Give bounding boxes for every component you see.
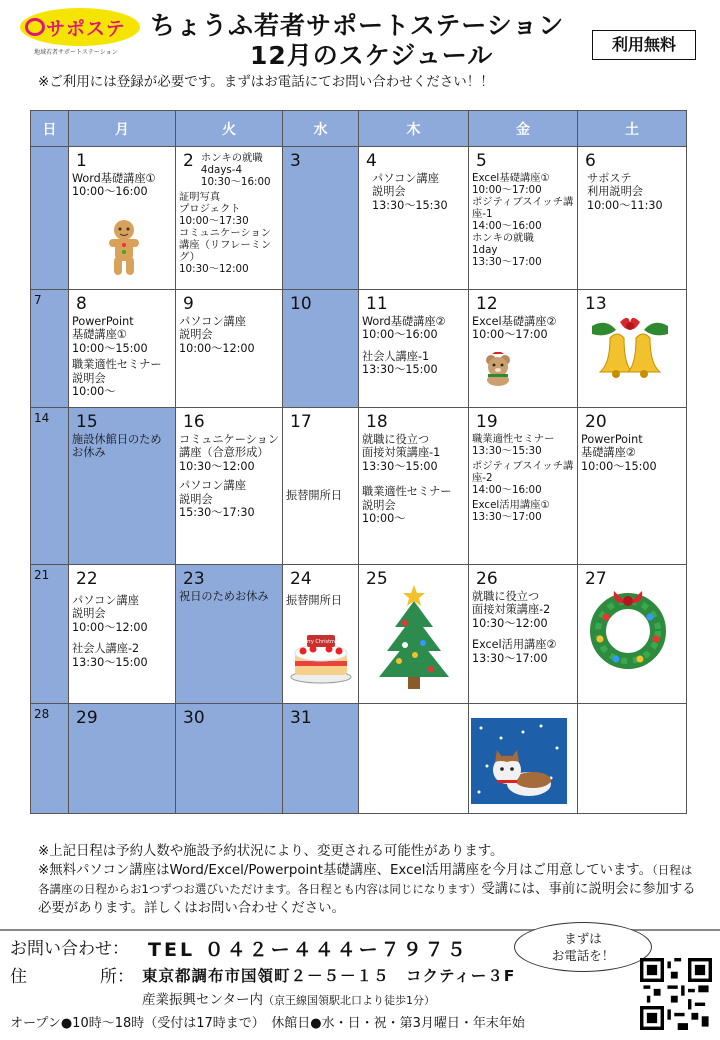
event-text: PowerPoint 基礎講座① 10:00～15:00	[72, 315, 148, 355]
free-badge: 利用無料	[592, 30, 696, 60]
logo-text: サポステ	[46, 18, 126, 40]
day-cell-sun	[31, 704, 69, 814]
cake-plaque-text: Merry Christmas!	[299, 639, 343, 645]
day-cell-closed	[283, 147, 359, 290]
day-number: 12	[476, 294, 498, 314]
day-cell-closed	[283, 290, 359, 408]
day-number: 13	[585, 294, 607, 314]
day-number: 24	[290, 569, 312, 589]
day-number: 6	[585, 151, 596, 171]
event-text: 社会人講座-2 13:30～15:00	[72, 642, 148, 669]
day-cell	[283, 565, 359, 704]
address-building	[142, 988, 435, 1008]
address-building-name: 産業振興センター内	[142, 992, 263, 1008]
event-text: ポジティブスイッチ講座-1 14:00～16:00	[472, 196, 574, 232]
day-cell	[359, 147, 469, 290]
event-text: 社会人講座-1 13:30～15:00	[362, 349, 438, 377]
day-number: 21	[34, 568, 50, 582]
event-text: 振替開所日	[286, 489, 342, 502]
day-cell	[578, 147, 687, 290]
day-number: 15	[76, 412, 98, 432]
day-cell	[469, 565, 578, 704]
event-text: 職業適性セミナー 説明会 10:00～	[72, 358, 162, 399]
note-text: 受講には、事前に説明会に参加する必要があります。詳しくはお問い合わせください。	[38, 882, 696, 916]
day-number: 3	[290, 151, 301, 171]
event-text: Excel基礎講座① 10:00～17:00	[472, 172, 550, 196]
event-text: コミュニケーション講座（リフレーミング） 10:30～12:00	[179, 227, 272, 275]
day-number: 30	[183, 708, 205, 728]
day-cell	[176, 290, 283, 408]
weekday-wed: 水	[283, 111, 359, 147]
day-cell-closed	[176, 565, 283, 704]
weekday-sat: 土	[578, 111, 687, 147]
event-text: 職業適性セミナー 13:30～15:30	[472, 433, 555, 457]
logo-subtext: 地域若者サポートステーション	[34, 49, 118, 56]
event-text: ホンキの就職 4days-4 10:30～16:00	[200, 152, 271, 188]
day-number: 20	[585, 412, 607, 432]
address: 東京都調布市国領町２－５－１５ コクティー３F	[142, 967, 516, 985]
day-cell-closed	[176, 704, 283, 814]
day-cell-sun	[31, 408, 69, 565]
event-text: PowerPoint 基礎講座② 10:00～15:00	[581, 433, 657, 473]
day-number: 7	[34, 293, 42, 307]
contact-label: お問い合わせ：	[10, 939, 129, 959]
day-cell-sun	[31, 147, 69, 290]
day-number: 31	[290, 708, 312, 728]
note-text: ※無料パソコン講座はWord/Excel/Powerpoint基礎講座、Excel活用講座を今月はご用意していま	[38, 863, 627, 878]
call-bubble	[514, 922, 652, 972]
day-number: 19	[476, 412, 498, 432]
registration-notice: ※ご利用には登録が必要です。まずはお電話にてお問い合わせください！！	[38, 74, 494, 90]
day-number: 27	[585, 569, 607, 589]
calendar-table	[30, 110, 687, 814]
day-cell-closed	[69, 408, 176, 565]
weekday-tue: 火	[176, 111, 283, 147]
event-text: Word基礎講座① 10:00～16:00	[72, 172, 156, 199]
day-cell-empty	[469, 704, 578, 814]
day-cell	[283, 408, 359, 565]
day-cell	[359, 290, 469, 408]
day-cell	[578, 290, 687, 408]
event-text: Word基礎講座② 10:00～16:00	[362, 315, 446, 342]
event-text: Excel活用講座② 13:30～17:00	[472, 638, 557, 665]
day-number: 1	[76, 151, 87, 171]
day-number: 10	[290, 294, 312, 314]
day-number: 9	[183, 294, 194, 314]
day-number: 5	[476, 151, 487, 171]
address-label-b: 所：	[100, 967, 134, 987]
event-text: 振替開所日	[286, 594, 342, 607]
bells-icon	[586, 312, 674, 384]
day-number: 14	[34, 411, 50, 425]
day-number: 28	[34, 707, 50, 721]
day-cell-sun	[31, 565, 69, 704]
notes-block	[38, 842, 698, 918]
gingerbread-icon	[103, 219, 145, 277]
event-text: 就職に役立つ 面接対策講座-2 10:30～12:00	[472, 590, 551, 630]
weekday-thu: 木	[359, 111, 469, 147]
day-cell	[69, 147, 176, 290]
day-number: 29	[76, 708, 98, 728]
event-text: パソコン講座 説明会 10:00～12:00	[72, 594, 148, 634]
day-number: 2	[183, 151, 194, 171]
event-text: ホンキの就職 1day 13:30～17:00	[472, 232, 542, 268]
opening-hours: オープン●10時～18時（受付は17時まで） 休館日●水・日・祝・第3月曜日・年末年始	[10, 1016, 525, 1031]
event-text: 証明写真 プロジェクト 10:00～17:30	[179, 191, 249, 227]
page-title: ちょうふ若者サポートステーション	[150, 11, 565, 40]
day-cell	[469, 408, 578, 565]
phone-number[interactable]: TEL ０４２ー４４４ー７９７５	[148, 939, 469, 961]
day-number: 4	[366, 151, 377, 171]
event-text: ポジティブスイッチ講座-2 14:00～16:00	[472, 460, 574, 496]
event-text: コミュニケーション講座（合意形成） 10:30～12:00	[179, 433, 280, 473]
event-text: 就職に役立つ 面接対策講座-1 13:30～15:00	[362, 433, 441, 473]
day-cell-empty	[578, 704, 687, 814]
note-line: ※上記日程は予約人数や施設予約状況により、変更される可能性があります。	[38, 844, 504, 859]
day-cell	[176, 408, 283, 565]
tree-icon	[375, 581, 453, 693]
bubble-text: まずは お電話を！	[551, 931, 615, 963]
event-text: パソコン講座 説明会 13:30～15:30	[372, 172, 448, 212]
day-cell-empty	[359, 704, 469, 814]
wreath-icon	[588, 587, 668, 671]
day-number: 16	[183, 412, 205, 432]
event-text: 祝日のためお休み	[179, 590, 269, 603]
event-text: パソコン講座 説明会 10:00～12:00	[179, 315, 255, 355]
event-text: 職業適性セミナー 説明会 10:00～	[362, 485, 452, 526]
day-number: 25	[366, 569, 388, 589]
logo-ring-icon	[25, 18, 45, 36]
day-cell	[176, 147, 283, 290]
day-number: 18	[366, 412, 388, 432]
day-cell-sun	[31, 290, 69, 408]
day-number: 26	[476, 569, 498, 589]
day-cell	[578, 565, 687, 704]
day-cell	[69, 290, 176, 408]
event-text: Excel活用講座① 13:30～17:00	[472, 499, 550, 523]
weekday-fri: 金	[469, 111, 578, 147]
event-text: サポステ 利用説明会 10:00～11:30	[587, 172, 663, 212]
note-line	[38, 861, 698, 918]
day-number: 17	[290, 412, 312, 432]
bear-icon	[483, 352, 513, 386]
day-cell	[359, 565, 469, 704]
note-small: （日程は各講座の日程からお1つずつお選びいただけます。各日程とも内容は同じになります）	[38, 863, 693, 896]
day-cell	[359, 408, 469, 565]
weekday-sun: 日	[31, 111, 69, 147]
cake-icon	[289, 625, 353, 685]
saposute-logo	[16, 6, 144, 56]
day-number: 23	[183, 569, 205, 589]
qr-code-icon[interactable]	[640, 958, 712, 1030]
week-row	[31, 290, 687, 408]
page-subtitle: 12月のスケジュール	[250, 41, 494, 70]
week-row	[31, 704, 687, 814]
note-text: す。	[626, 863, 653, 878]
day-cell	[469, 290, 578, 408]
day-cell	[578, 408, 687, 565]
address-label: 住	[10, 967, 27, 987]
week-row	[31, 147, 687, 290]
event-text: Excel基礎講座② 10:00～17:00	[472, 315, 557, 342]
day-cell	[469, 147, 578, 290]
weekday-header-row	[31, 111, 687, 147]
event-text: パソコン講座 説明会 15:30～17:30	[179, 479, 255, 520]
day-number: 22	[76, 569, 98, 589]
week-row	[31, 408, 687, 565]
day-number: 8	[76, 294, 87, 314]
weekday-mon: 月	[69, 111, 176, 147]
week-row	[31, 565, 687, 704]
day-number: 11	[366, 294, 388, 314]
day-cell	[69, 565, 176, 704]
day-cell-closed	[69, 704, 176, 814]
cat-icon	[471, 718, 567, 804]
event-text: 施設休館日のため お休み	[72, 433, 162, 460]
day-cell-closed	[283, 704, 359, 814]
address-access: （京王線国領駅北口より徒歩1分）	[262, 994, 435, 1007]
